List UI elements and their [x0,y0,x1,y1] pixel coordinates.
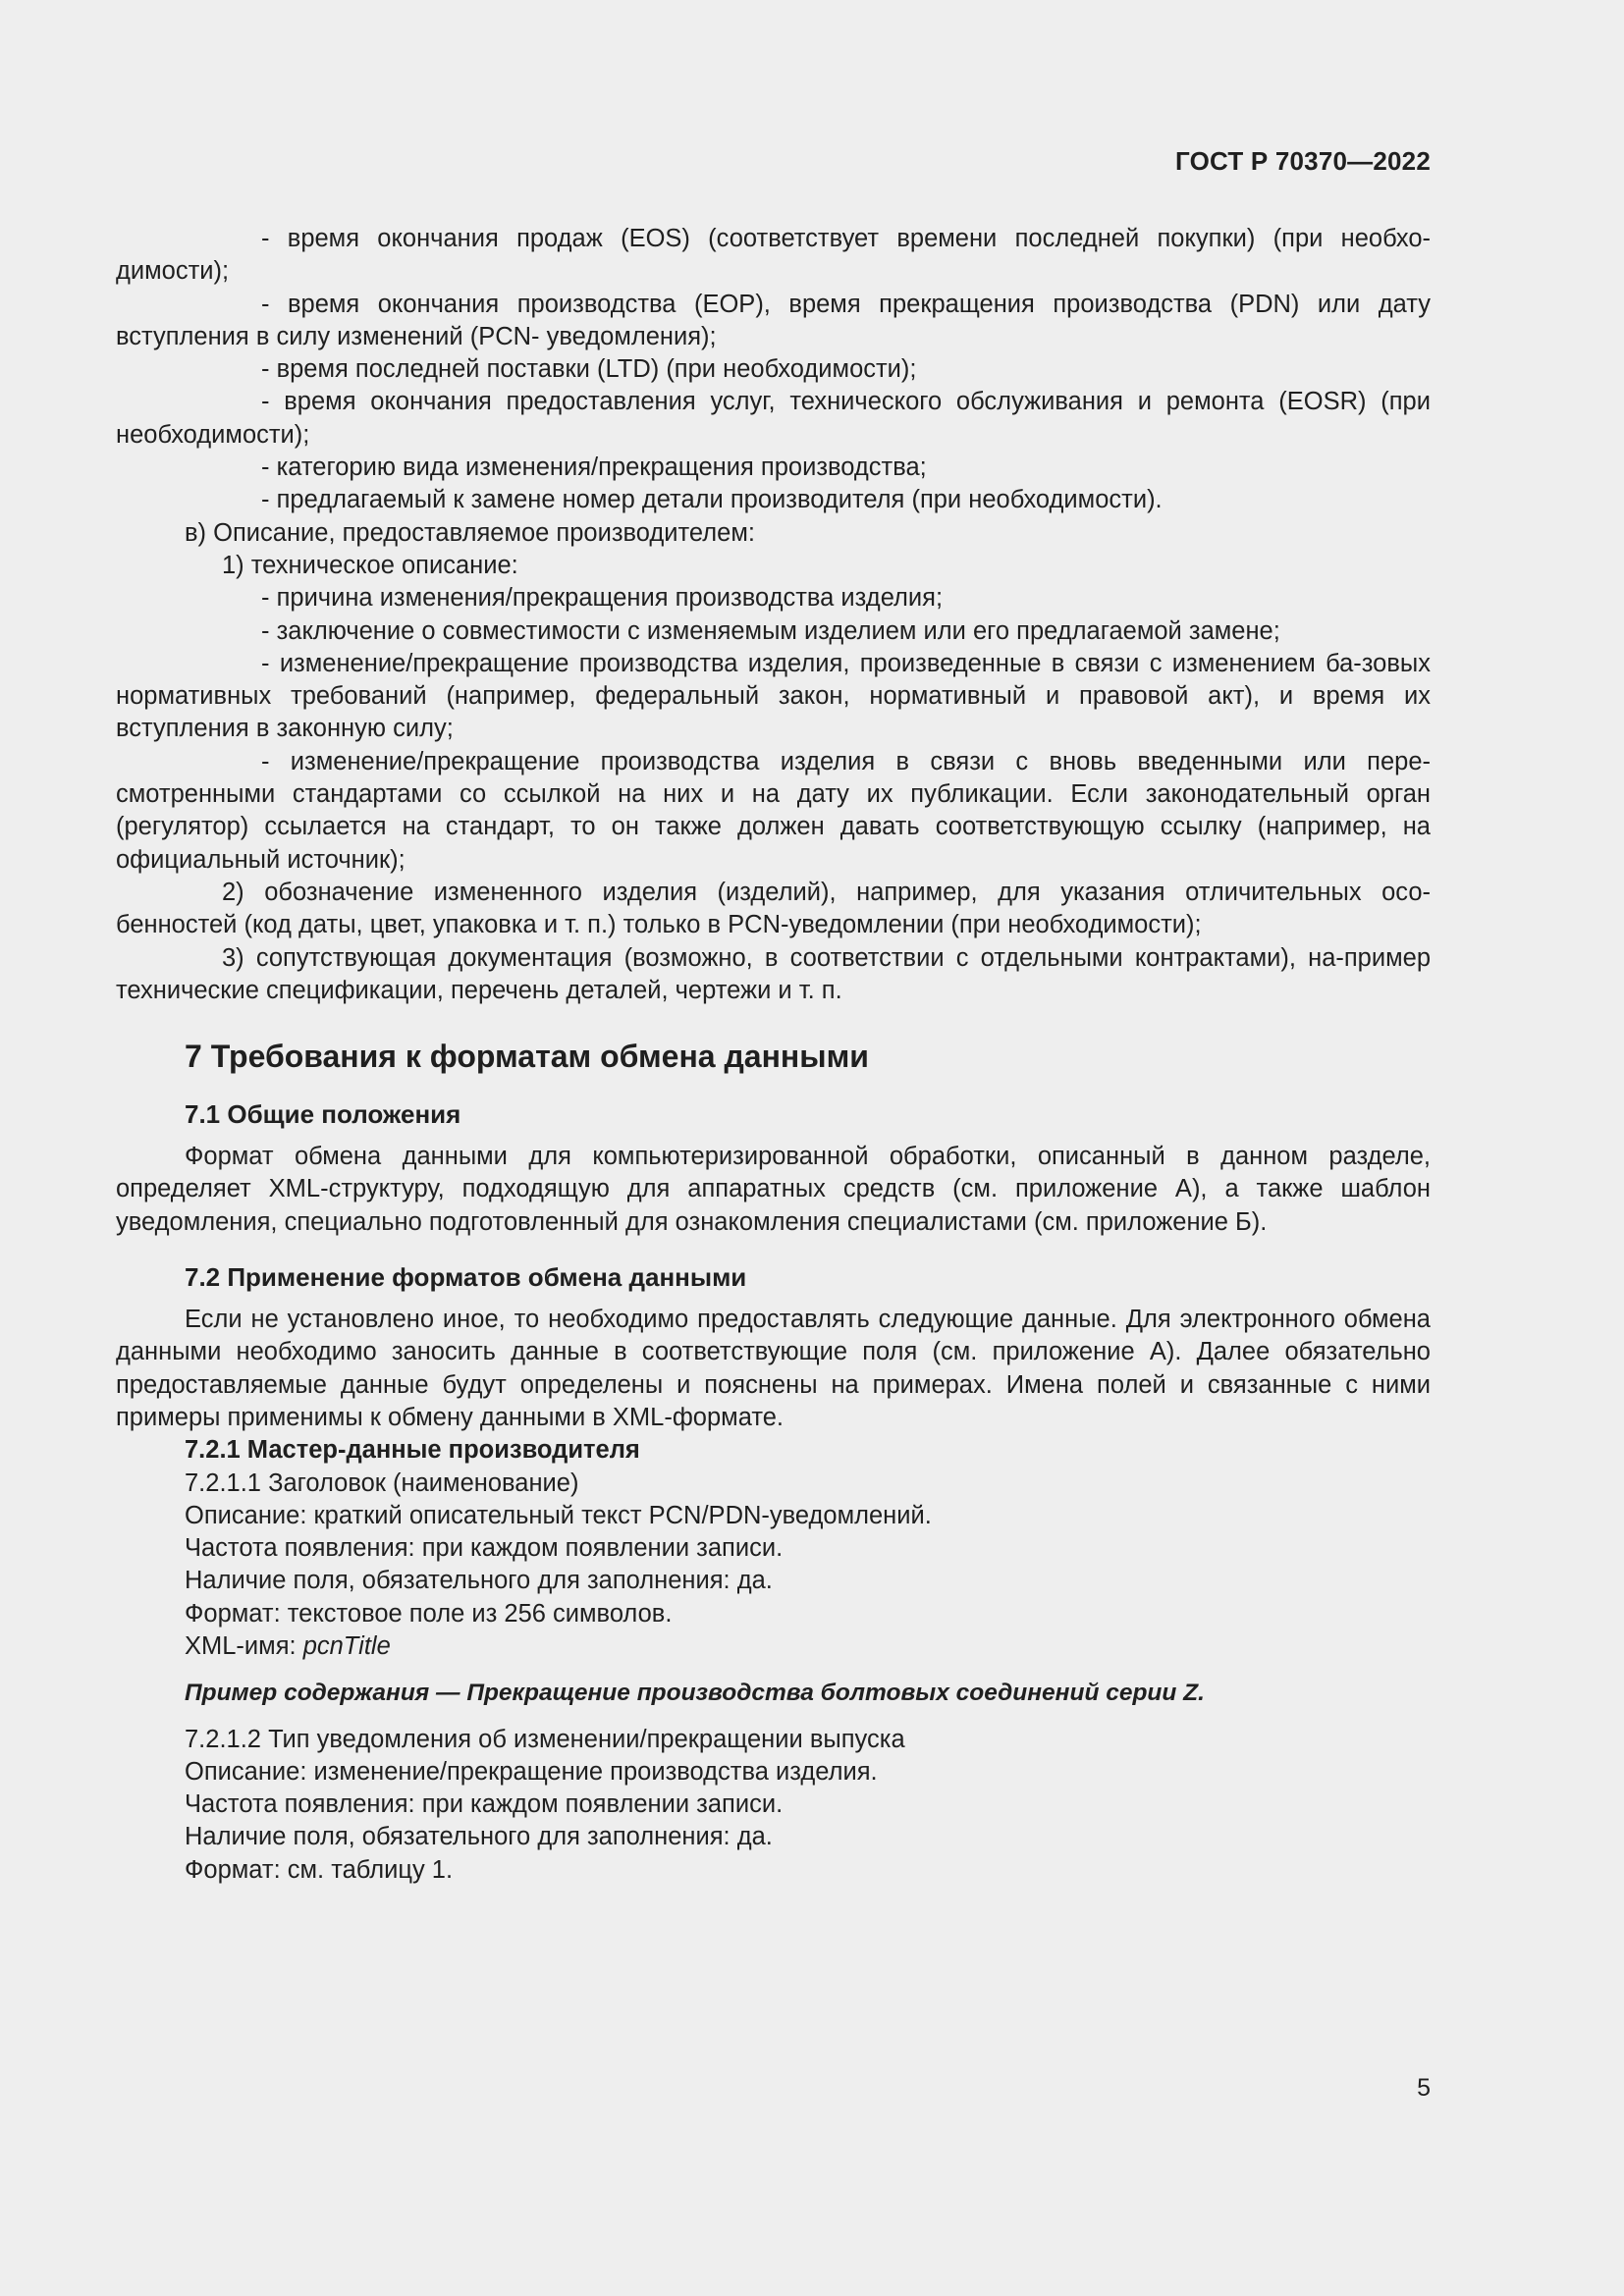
xml-name-value: pcnTitle [302,1631,391,1660]
field-format-2: Формат: см. таблицу 1. [185,1855,454,1884]
item-v-heading: в) Описание, предоставляемое производителем: [185,518,755,547]
list-item-reason: - причина изменения/прекращения производства изделия; [261,584,944,613]
list-item-part-number: - предлагаемый к замене номер детали производителя (при необходимости). [261,486,1163,514]
section-7-2-1-2-title: 7.2.1.2 Тип уведомления об изменении/прекращении выпуска [185,1725,905,1753]
item-v-sub1: 1) техническое описание: [222,551,518,579]
page-content [116,223,1431,1887]
section-7-2-title: 7.2 Применение форматов обмена данными [185,1262,747,1293]
section-7-2-1-1-title: 7.2.1.1 Заголовок (наименование) [185,1468,579,1497]
list-item-category: - категорию вида изменения/прекращения производства; [261,454,927,482]
field-required-2: Наличие поля, обязательного для заполнения: да. [185,1823,773,1851]
field-frequency: Частота появления: при каждом появлении записи. [185,1534,784,1563]
item-v-sub2: 2) обозначение измененного изделия (изделий), например, для указания отличительных осо-бенностей (код даты, цвет, упаковка и т. п.) только в PCN-уведомлении (при необходимости); [116,878,1431,939]
item-v-sub3: 3) сопутствующая документация (возможно, в соответствии с отдельными контрактами), на-пример технические спецификации, перечень деталей, чертежи и т. п. [116,943,1431,1004]
list-item-standards: - изменение/прекращение производства изделия в связи с вновь введенными или пере-смотренными стандартами со ссылкой на них и на дату их публикации. Если законодательный орган (регулятор) ссылается на стандарт, то он также должен давать соответствующую ссылку (например, на официальный источник); [116,747,1431,874]
list-item-eosr: - время окончания предоставления услуг, технического обслуживания и ремонта (EOSR) (при необходимости); [116,388,1431,449]
field-description-2: Описание: изменение/прекращение производства изделия. [185,1757,878,1786]
section-7-1-title: 7.1 Общие положения [185,1099,461,1130]
list-item-ltd: - время последней поставки (LTD) (при необходимости); [261,355,917,384]
list-item-compat: - заключение о совместимости с изменяемым изделием или его предлагаемой замене; [261,616,1280,645]
page-number: 5 [1417,2074,1431,2102]
field-format: Формат: текстовое поле из 256 символов. [185,1599,673,1628]
field-description: Описание: краткий описательный текст PCN/PDN-уведомлений. [185,1501,932,1529]
example-content: Пример содержания — Прекращение производства болтовых соединений серии Z. [185,1680,1205,1707]
list-item-eos: - время окончания продаж (EOS) (соответствует времени последней покупки) (при необхо-димости); [116,225,1431,286]
list-item-eop: - время окончания производства (EOP), время прекращения производства (PDN) или дату вступления в силу изменений (PCN- уведомления); [116,290,1431,350]
section-7-2-1-title: 7.2.1 Мастер-данные производителя [185,1436,640,1465]
field-xml-name [116,1630,1431,1663]
section-7-title: 7 Требования к форматам обмена данными [185,1039,869,1075]
list-item-law: - изменение/прекращение производства изделия, произведенные в связи с изменением ба-зовых нормативных требований (например, федеральный закон, нормативный и правовой акт), и время их вступления в законную силу; [116,649,1431,743]
document-id-header: ГОСТ Р 70370—2022 [1175,146,1431,176]
section-7-2-text: Если не установлено иное, то необходимо предоставлять следующие данные. Для электронного обмена данными необходимо заносить данные в соответствующие поля (см. приложение А). Далее обязательно предоставляемые данные будут определены и пояснены на примерах. Имена полей и связанные с ними примеры применимы к обмену данными в XML-формате. [116,1306,1431,1431]
field-required: Наличие поля, обязательного для заполнения: да. [185,1567,773,1595]
xml-name-label: XML-имя: [185,1631,303,1660]
field-frequency-2: Частота появления: при каждом появлении записи. [185,1790,784,1819]
section-7-1-text: Формат обмена данными для компьютеризированной обработки, описанный в данном разделе, определяет XML-структуру, подходящую для аппаратных средств (см. приложение А), а также шаблон уведомления, специально подготовленный для ознакомления специалистами (см. приложение Б). [116,1143,1431,1236]
